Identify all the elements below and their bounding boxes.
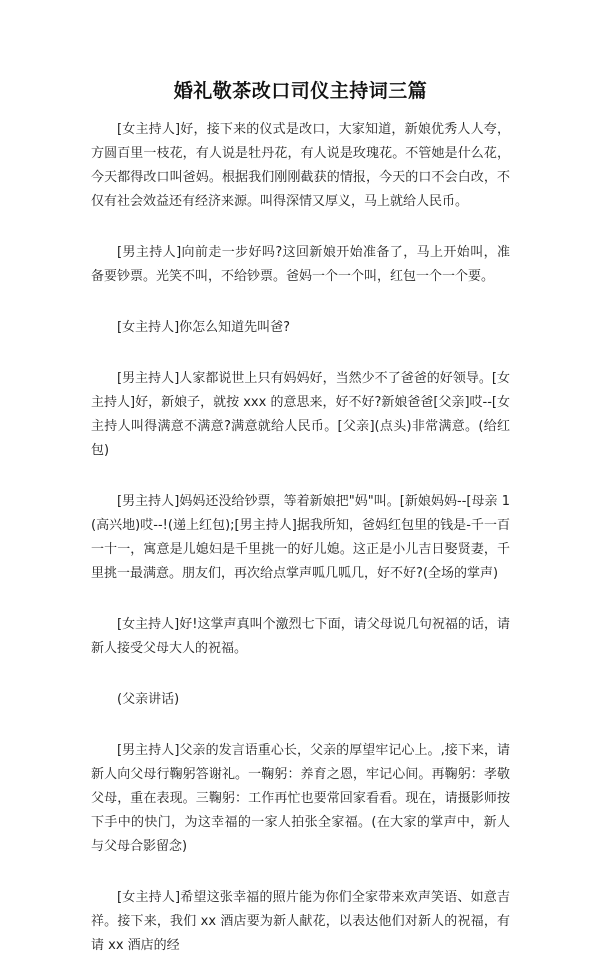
paragraph-father-speech: (父亲讲话)	[117, 692, 180, 707]
paragraph-parents-blessing: [女主持人]好!这掌声真叫个激烈七下面，请父母说几句祝福的话，请新人接受父母大人的祝福。	[91, 617, 510, 656]
paragraph-step-forward: [男主持人]向前走一步好吗?这回新娘开始准备了，马上开始叫，准备要钞票。光笑不叫，不给钞票。爸妈一个一个叫，红包一个一个要。	[91, 245, 510, 284]
document-title: 婚礼敬茶改口司仪主持词三篇	[173, 80, 428, 102]
paragraph-hotel-flowers: [女主持人]希望这张幸福的照片能为你们全家带来欢声笑语、如意吉祥。接下来，我们 xx 酒店要为新人献花，以表达他们对新人的祝福，有请 xx 酒店的经	[91, 890, 510, 953]
paragraph-bride-naming-intro: [女主持人]好，接下来的仪式是改口，大家知道，新娘优秀人人夸，方圆百里一枝花，有人说是牡丹花，有人说是玫瑰花。不管她是什么花，今天都得改口叫爸妈。根据我们刚刚截获的情报，今天的口不会白改，不仅有社会效益还有经济来源。叫得深情又厚义，马上就给人民币。	[91, 122, 510, 209]
paragraph-bow-and-photo: [男主持人]父亲的发言语重心长，父亲的厚望牢记心上。,接下来，请新人向父母行鞠躬答谢礼。一鞠躬：养育之恩，牢记心间。再鞠躬：孝敬父母，重在表现。三鞠躬：工作再忙也要常回家看看。现在，请摄影师按下手中的快门，为这幸福的一家人拍张全家福。(在大家的掌声中，新人与父母合影留念)	[91, 743, 510, 854]
paragraph-father-red-envelope: [男主持人]人家都说世上只有妈妈好，当然少不了爸爸的好领导。[女主持人]好，新娘子，就按 xxx 的意思来，好不好?新娘爸爸[父亲]哎--[女主持人叫得满意不满意?满意就给人民币。[父亲](点头)非常满意。(给红包)	[91, 371, 510, 458]
paragraph-why-father-first: [女主持人]你怎么知道先叫爸?	[117, 320, 291, 335]
paragraph-mother-red-envelope: [男主持人]妈妈还没给钞票，等着新娘把"妈"叫。[新娘妈妈--[母亲 1(高兴地)哎--!(递上红包);[男主持人]据我所知，爸妈红包里的钱是-千一百一十一，寓意是儿媳妇是千里挑一的好儿媳。这正是小儿吉日娶贤妻，千里挑一最满意。朋友们，再次给点掌声呱几呱几，好不好?(全场的掌声)	[91, 494, 510, 581]
